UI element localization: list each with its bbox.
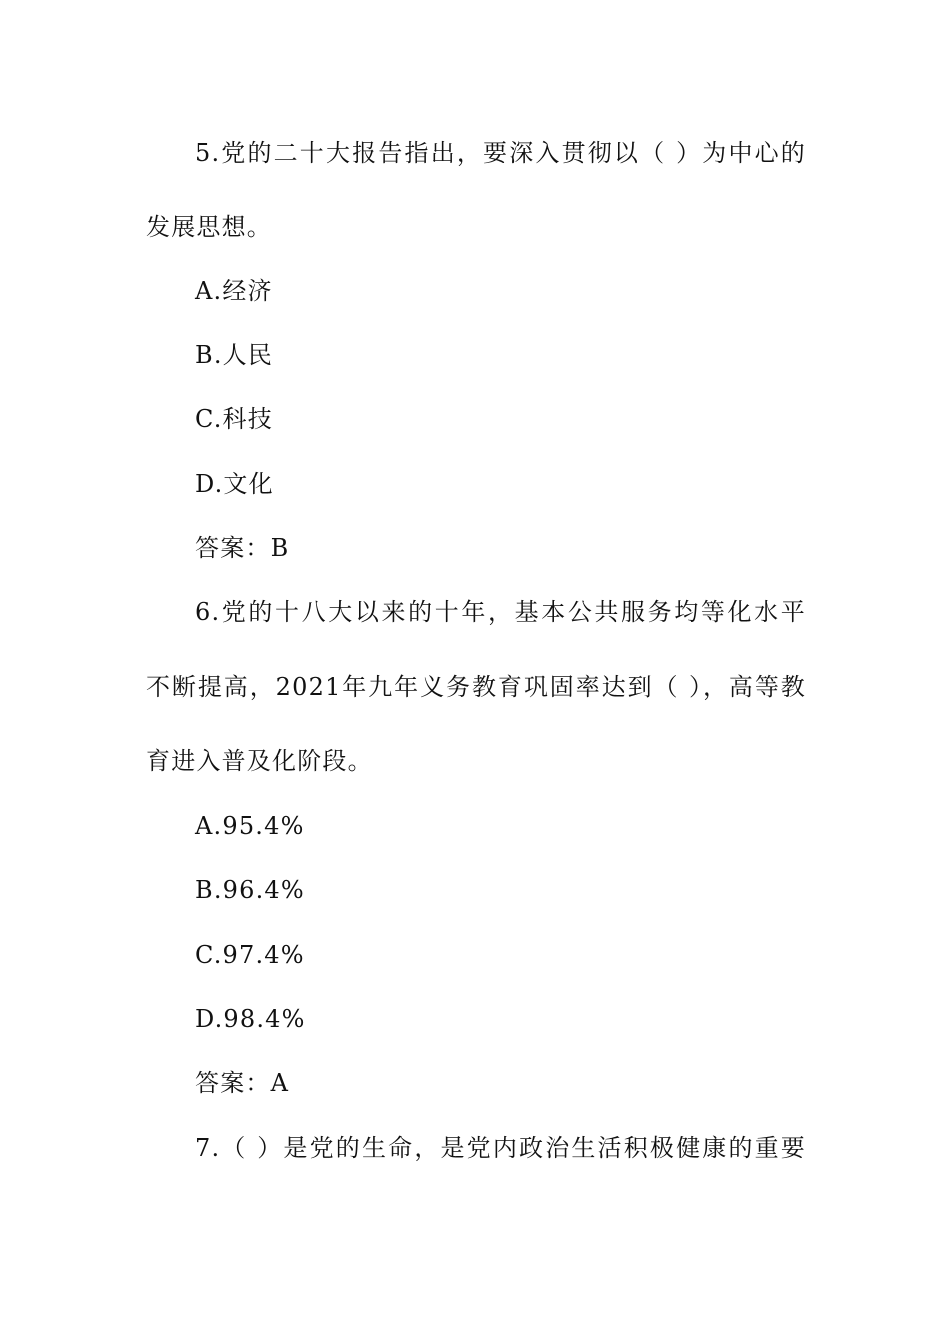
question-5-option-c: C.科技 bbox=[195, 405, 273, 433]
question-5-option-b: B.人民 bbox=[195, 341, 274, 369]
question-6-line-2: 不断提高，2021年九年义务教育巩固率达到（ ），高等教 bbox=[146, 673, 806, 701]
question-6-option-d: D.98.4% bbox=[195, 1005, 306, 1033]
question-5-line-2: 发展思想。 bbox=[146, 213, 272, 241]
question-5-line-1: 5.党的二十大报告指出，要深入贯彻以（ ）为中心的 bbox=[195, 139, 806, 167]
question-5-option-d: D.文化 bbox=[195, 470, 274, 498]
question-6-option-a: A.95.4% bbox=[195, 812, 305, 840]
question-6-line-1: 6.党的十八大以来的十年，基本公共服务均等化水平 bbox=[195, 598, 806, 626]
question-5-option-a: A.经济 bbox=[195, 277, 273, 305]
question-6-option-c: C.97.4% bbox=[195, 941, 305, 969]
question-5-answer: 答案：B bbox=[195, 534, 290, 562]
question-6-option-b: B.96.4% bbox=[195, 876, 305, 904]
question-6-answer: 答案：A bbox=[195, 1069, 290, 1097]
question-6-line-3: 育进入普及化阶段。 bbox=[146, 747, 373, 775]
question-7-line-1: 7.（ ）是党的生命，是党内政治生活积极健康的重要 bbox=[195, 1134, 806, 1162]
